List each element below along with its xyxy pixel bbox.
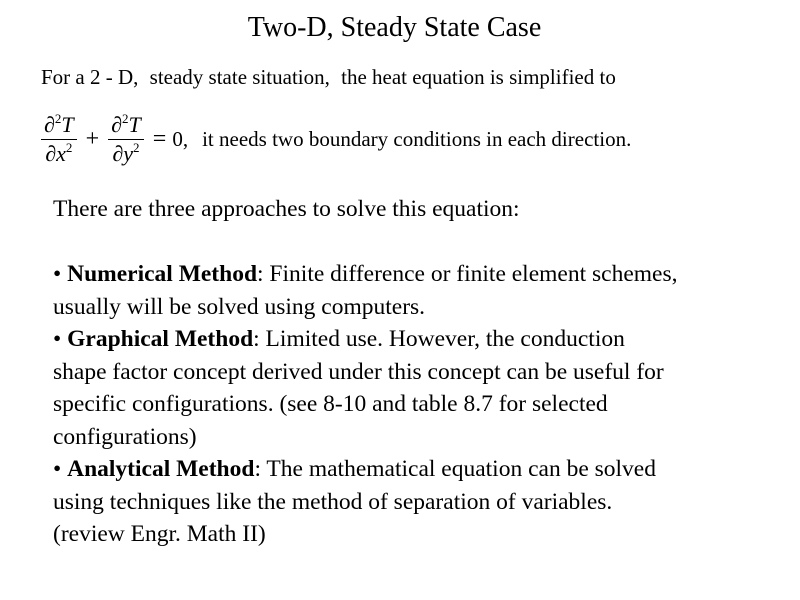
method-analytical-line-1: [53, 453, 793, 486]
bullet-icon: •: [53, 326, 68, 352]
method-graphical-line-2: shape factor concept derived under this concept can be useful for: [53, 358, 664, 385]
intro-part-2: steady state situation,: [149, 65, 330, 89]
intro-part-1: For a 2 - D,: [41, 65, 139, 89]
equation-rhs: 0,: [172, 126, 189, 151]
bullet-icon: •: [53, 456, 68, 482]
fraction-1-numerator: ∂$^2$T: [44, 110, 74, 137]
approaches-intro: There are three approaches to solve this equation:: [53, 196, 520, 222]
method-graphical-desc: : Limited use. However, the conduction: [253, 326, 625, 352]
method-numerical: [53, 258, 793, 323]
equals-operator: =: [152, 126, 167, 152]
slide-title: Two-D, Steady State Case: [247, 12, 542, 43]
method-numerical-line-2: usually will be solved using computers.: [53, 293, 426, 320]
method-graphical-line-1: [53, 323, 793, 356]
fraction-d2t-dy2: [108, 111, 144, 168]
method-graphical-line-4: configurations): [53, 423, 197, 450]
method-graphical-name: Graphical Method: [67, 326, 254, 352]
fraction-2-denominator: $\partial y^2$: [112, 139, 140, 166]
method-analytical-name: Analytical Method: [67, 456, 255, 482]
method-analytical-line-2: using techniques like the method of separation of variables.: [53, 488, 613, 515]
method-numerical-desc: : Finite difference or finite element schemes,: [257, 261, 678, 287]
method-numerical-line-1: [53, 258, 793, 291]
equation-trailing-text: it needs two boundary conditions in each direction.: [202, 126, 632, 151]
method-analytical-desc: : The mathematical equation can be solved: [254, 456, 656, 482]
method-numerical-name: Numerical Method: [67, 261, 258, 287]
method-analytical: [53, 453, 793, 551]
heat-equation: [38, 104, 631, 174]
fraction-d2t-dx2: [41, 111, 77, 168]
intro-part-3: the heat equation is simplified to: [341, 65, 616, 89]
bullet-icon: •: [53, 261, 68, 287]
fraction-1-denominator: $\partial x^2$: [45, 139, 73, 166]
method-analytical-line-3: (review Engr. Math II): [53, 521, 266, 547]
plus-operator: +: [85, 126, 100, 152]
approaches-section: [53, 193, 793, 551]
fraction-2-numerator: ∂$^2$T: [111, 110, 141, 137]
blank-line: [53, 226, 793, 259]
method-graphical-line-3: specific configurations. (see 8-10 and table 8.7 for selected: [53, 391, 608, 417]
method-graphical: [53, 323, 793, 453]
intro-line: [41, 63, 616, 91]
